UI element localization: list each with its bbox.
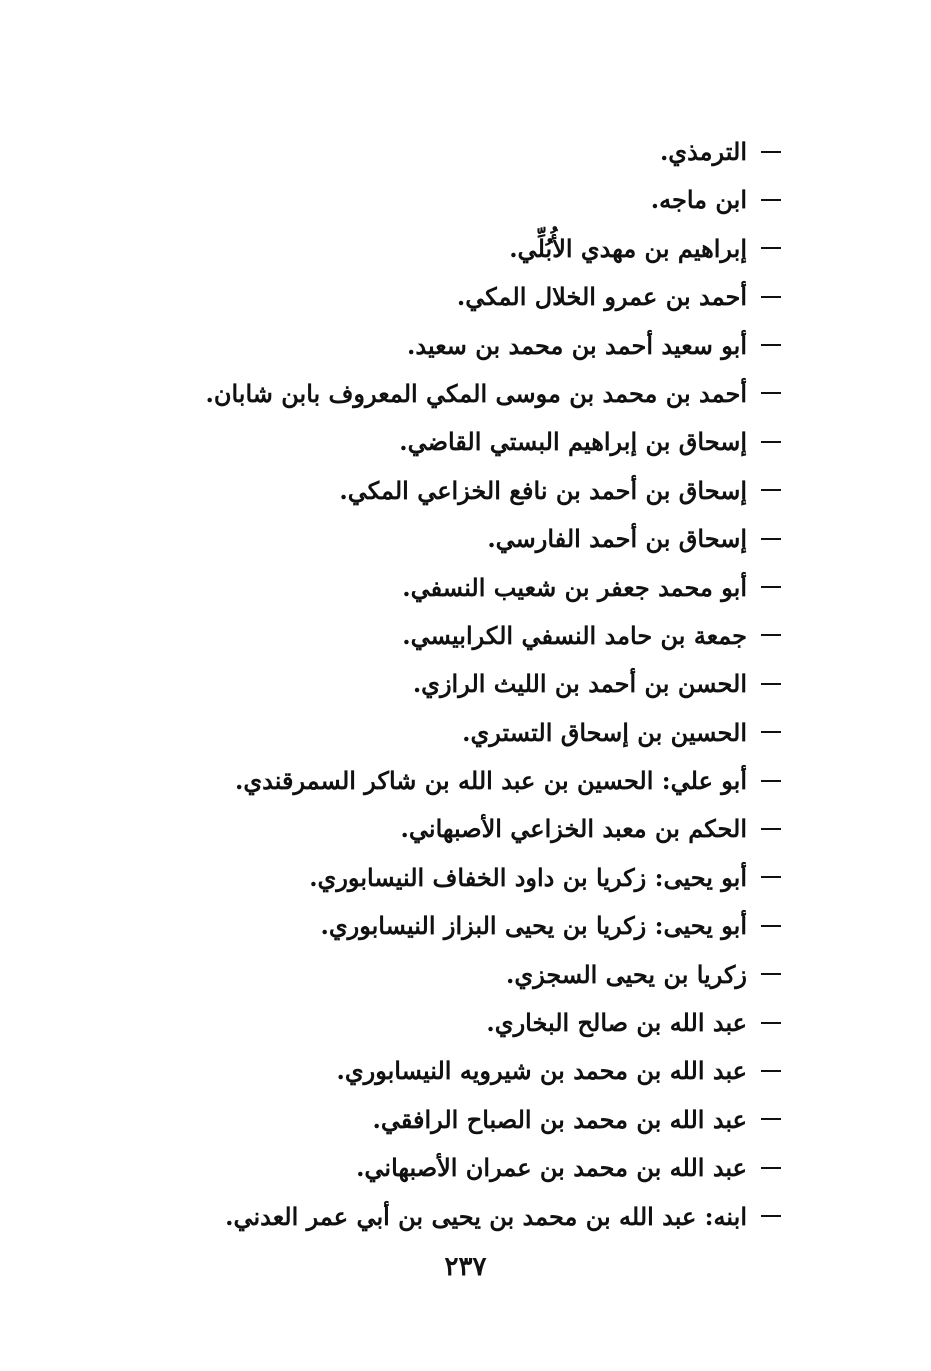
dash-bullet [761, 1215, 781, 1217]
list-item [81, 805, 781, 853]
list-item [81, 660, 781, 708]
entry-text: إسحاق بن أحمد بن نافع الخزاعي المكي. [339, 475, 747, 505]
entry-text: عبد الله بن صالح البخاري. [486, 1008, 747, 1038]
list-item [81, 225, 781, 273]
entry-text: إسحاق بن إبراهيم البستي القاضي. [399, 427, 747, 457]
list-item [81, 273, 781, 321]
dash-bullet [761, 731, 781, 733]
list-item [81, 1096, 781, 1144]
dash-bullet [761, 925, 781, 927]
dash-bullet [761, 683, 781, 685]
entry-text: إبراهيم بن مهدي الأُبُلِّي. [509, 233, 747, 263]
dash-bullet [761, 489, 781, 491]
dash-bullet [761, 634, 781, 636]
list-item [81, 176, 781, 224]
dash-bullet [761, 441, 781, 443]
list-item [81, 564, 781, 612]
list-item [81, 370, 781, 418]
entry-text: عبد الله بن محمد بن الصباح الرافقي. [372, 1104, 747, 1134]
entry-text: أبو سعيد أحمد بن محمد بن سعيد. [407, 330, 747, 360]
dash-bullet [761, 538, 781, 540]
entry-text: جمعة بن حامد النسفي الكرابيسي. [402, 620, 747, 650]
dash-bullet [761, 199, 781, 201]
dash-bullet [761, 586, 781, 588]
entry-text: أبو يحيى: زكريا بن يحيى البزاز النيسابوري. [320, 911, 747, 941]
dash-bullet [761, 1167, 781, 1169]
list-item [81, 999, 781, 1047]
list-item [81, 757, 781, 805]
list-item [81, 612, 781, 660]
dash-bullet [761, 392, 781, 394]
entry-text: أبو علي: الحسين بن عبد الله بن شاكر السمرقندي. [234, 766, 747, 796]
dash-bullet [761, 973, 781, 975]
entry-text: زكريا بن يحيى السجزي. [506, 959, 747, 989]
dash-bullet [761, 247, 781, 249]
narrator-list [81, 128, 781, 1241]
page-number: ٢٣٧ [444, 1252, 487, 1282]
list-item [81, 515, 781, 563]
dash-bullet [761, 828, 781, 830]
entry-text: أحمد بن عمرو الخلال المكي. [456, 282, 747, 312]
entry-text: الحسين بن إسحاق التستري. [462, 717, 747, 747]
list-item [81, 1144, 781, 1192]
dash-bullet [761, 151, 781, 153]
list-item [81, 467, 781, 515]
dash-bullet [761, 344, 781, 346]
list-item [81, 951, 781, 999]
entry-text: الترمذي. [659, 137, 747, 166]
dash-bullet [761, 1022, 781, 1024]
dash-bullet [761, 1118, 781, 1120]
entry-text: أحمد بن محمد بن موسى المكي المعروف بابن شابان. [205, 378, 747, 408]
list-item [81, 902, 781, 950]
dash-bullet [761, 1070, 781, 1072]
list-item [81, 854, 781, 902]
entry-text: إسحاق بن أحمد الفارسي. [487, 524, 747, 554]
list-item [81, 1047, 781, 1095]
entry-text: أبو يحيى: زكريا بن داود الخفاف النيسابوري. [309, 862, 747, 892]
entry-text: الحكم بن معبد الخزاعي الأصبهاني. [400, 814, 747, 844]
entry-text: الحسن بن أحمد بن الليث الرازي. [412, 669, 747, 699]
list-item [81, 128, 781, 176]
list-item [81, 322, 781, 370]
entry-text: عبد الله بن محمد بن شيرويه النيسابوري. [336, 1056, 747, 1086]
list-item [81, 1193, 781, 1241]
dash-bullet [761, 876, 781, 878]
entry-text: أبو محمد جعفر بن شعيب النسفي. [402, 572, 747, 602]
entry-text: ابنه: عبد الله بن محمد بن يحيى بن أبي عمر العدني. [225, 1201, 747, 1231]
list-item [81, 418, 781, 466]
dash-bullet [761, 296, 781, 298]
list-item [81, 709, 781, 757]
entry-text: عبد الله بن محمد بن عمران الأصبهاني. [356, 1153, 747, 1183]
dash-bullet [761, 780, 781, 782]
entry-text: ابن ماجه. [650, 185, 747, 215]
